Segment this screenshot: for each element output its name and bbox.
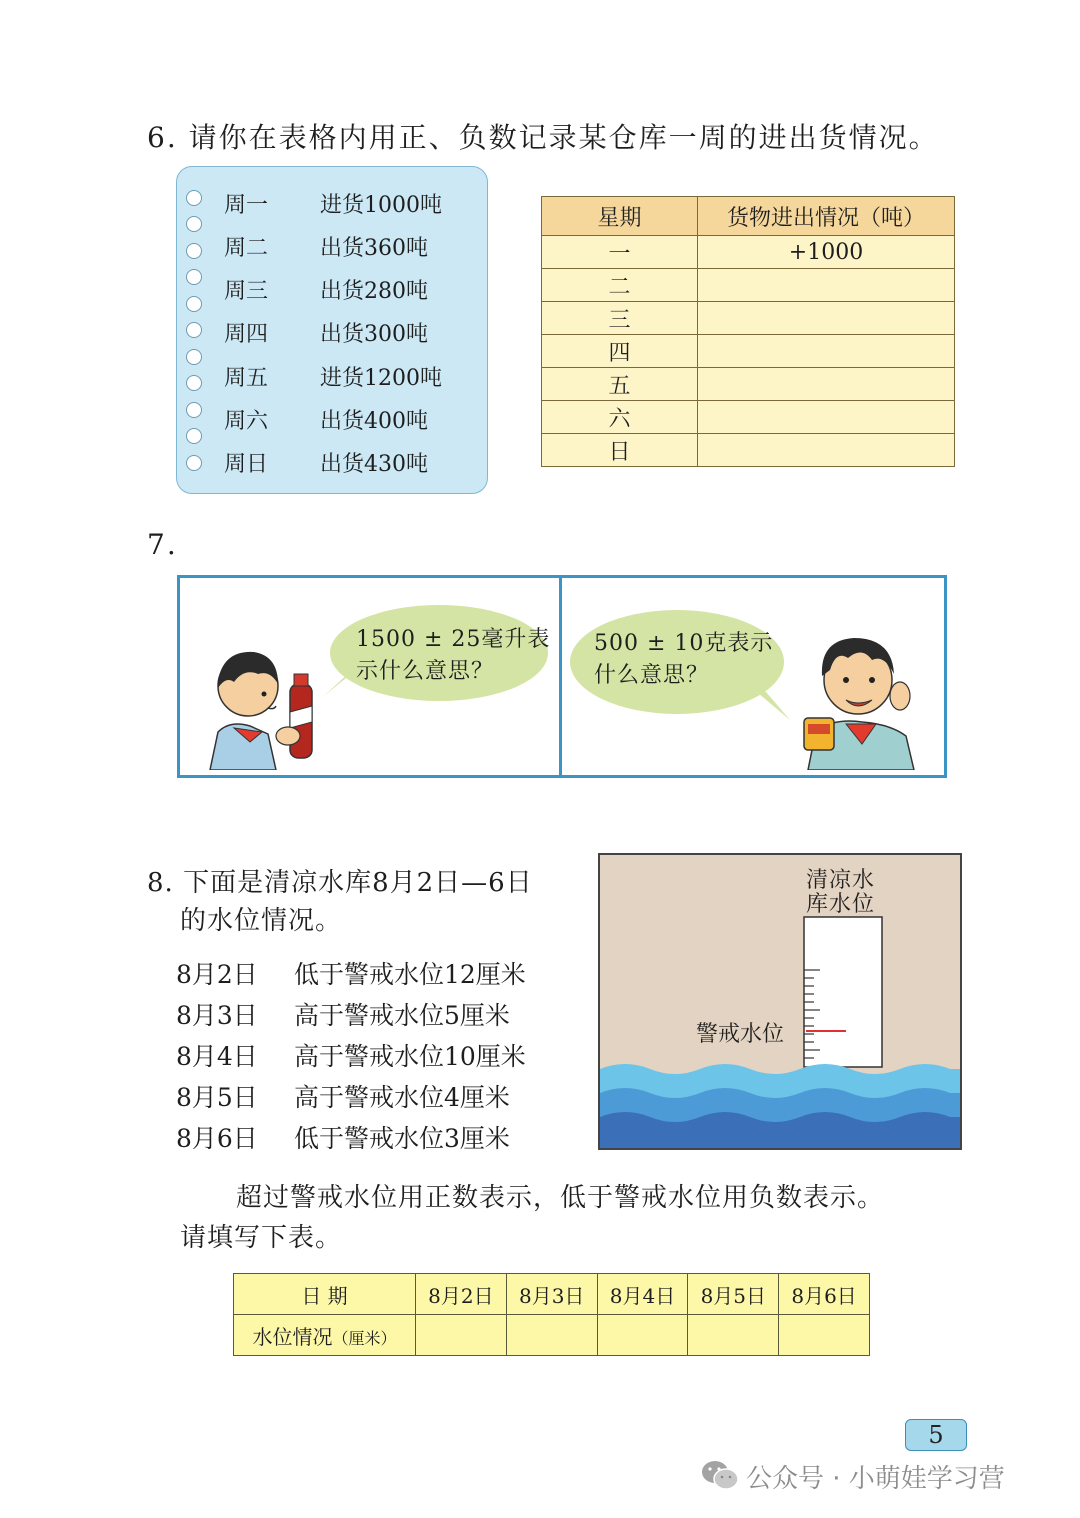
table-row [542,434,955,467]
record-action: 出货280吨 [320,279,428,304]
panel-divider [559,575,562,778]
goods-day-cell: 六 [542,401,698,434]
table-row [542,269,955,302]
water-level-date: 8月6日 [176,1124,258,1153]
binder-hole-icon [186,243,202,259]
water-level-date: 8月4日 [176,1042,258,1071]
goods-value-cell[interactable] [698,368,955,401]
water-level-desc: 低于警戒水位12厘米 [294,960,526,989]
goods-value-cell[interactable] [698,302,955,335]
record-row [224,447,484,477]
water-level-desc: 低于警戒水位3厘米 [294,1124,510,1153]
right-bubble-line: 500 ± 10克表示 [594,631,774,656]
wechat-icon [700,1458,740,1492]
right-bubble-tail [752,688,792,722]
record-action: 出货300吨 [320,322,428,347]
level-value-cell[interactable] [597,1315,688,1356]
level-value-cell[interactable] [688,1315,779,1356]
level-value-cell[interactable] [779,1315,870,1356]
table-row [542,302,955,335]
level-date-cell: 8月6日 [779,1274,870,1315]
left-bubble-tail [324,668,354,698]
right-bubble-line: 什么意思？ [594,663,710,688]
record-day: 周日 [224,452,269,477]
binder-hole-icon [186,190,202,206]
table-row [542,368,955,401]
water-level-desc: 高于警戒水位10厘米 [294,1042,526,1071]
water-level-table [233,1273,870,1356]
level-value-cell[interactable] [506,1315,597,1356]
table-row [234,1315,870,1356]
record-day: 周六 [224,409,269,434]
binder-hole-icon [186,296,202,312]
goods-day-cell: 日 [542,434,698,467]
record-row [224,361,484,391]
record-day: 周二 [224,236,269,261]
goods-header-day: 星期 [542,197,698,236]
binder-hole-icon [186,428,202,444]
record-day: 周一 [224,193,269,218]
binder-hole-icon [186,269,202,285]
gauge-label [806,869,875,917]
level-header-label: 日 期 [234,1274,416,1315]
level-value-cell[interactable] [416,1315,507,1356]
table-row [542,236,955,269]
left-bubble-text [356,624,550,688]
goods-table [541,196,955,467]
goods-day-cell: 四 [542,335,698,368]
binder-hole-icon [186,375,202,391]
water-level-date: 8月3日 [176,1001,258,1030]
water-gauge-drawing [600,855,960,1148]
binder-hole-icon [186,455,202,471]
water-level-desc: 高于警戒水位5厘米 [294,1001,510,1030]
reservoir-illustration [598,853,962,1150]
left-bubble-line: 示什么意思？ [356,659,495,684]
record-day: 周四 [224,322,269,347]
instruction-text: 超过警戒水位用正数表示，低于警戒水位用负数表示。 [236,1183,885,1213]
water-level-date: 8月2日 [176,960,258,989]
record-action: 进货1200吨 [320,366,442,391]
boy-with-snack-illustration [796,626,926,770]
binder-hole-icon [186,349,202,365]
goods-value-cell[interactable] [698,401,955,434]
level-row-label-unit: （厘米） [332,1328,397,1348]
record-day: 周五 [224,366,269,391]
record-row [224,274,484,304]
record-action: 出货360吨 [320,236,428,261]
record-action: 出货400吨 [320,409,428,434]
goods-value-cell[interactable] [698,269,955,302]
gauge-label-line: 库水位 [806,892,876,917]
level-date-cell: 8月2日 [416,1274,507,1315]
water-level-desc: 高于警戒水位4厘米 [294,1083,510,1112]
question-8-intro-cont: 的水位情况。 [180,906,343,936]
record-row [224,231,484,261]
binder-hole-icon [186,216,202,232]
watermark-text: 公众号 · 小萌娃学习营 [746,1464,1005,1494]
instruction-text-cont: 请填写下表。 [180,1223,343,1253]
goods-header-amount: 货物进出情况（吨） [698,197,955,236]
binder-hole-icon [186,402,202,418]
record-action: 出货430吨 [320,452,428,477]
table-row [542,335,955,368]
goods-day-cell: 三 [542,302,698,335]
question-6-title: 6. 请你在表格内用正、负数记录某仓库一周的进出货情况。 [147,121,939,154]
level-row-label [234,1315,416,1356]
goods-value-cell[interactable] [698,335,955,368]
goods-day-cell: 五 [542,368,698,401]
record-action: 进货1000吨 [320,193,442,218]
record-row [224,188,484,218]
goods-value-cell[interactable]: +1000 [698,236,955,269]
page-number: 5 [905,1419,967,1451]
goods-value-cell[interactable] [698,434,955,467]
right-bubble-text [594,628,773,692]
goods-day-cell: 二 [542,269,698,302]
record-day: 周三 [224,279,269,304]
binder-hole-icon [186,322,202,338]
gauge-label-line: 清凉水 [806,868,876,893]
goods-day-cell: 一 [542,236,698,269]
level-date-cell: 8月5日 [688,1274,779,1315]
record-row [224,317,484,347]
question-8-intro: 8. 下面是清凉水库8月2日—6日 [147,868,533,898]
table-row [542,401,955,434]
level-date-cell: 8月4日 [597,1274,688,1315]
level-row-label-main: 水位情况 [252,1324,333,1349]
boy-with-bottle-illustration [190,640,340,770]
left-bubble-line: 1500 ± 25毫升表 [356,627,551,652]
warning-level-label: 警戒水位 [696,1022,785,1047]
level-date-cell: 8月3日 [506,1274,597,1315]
table-row [234,1274,870,1315]
question-7-number: 7. [147,528,178,561]
water-level-date: 8月5日 [176,1083,258,1112]
record-row [224,404,484,434]
